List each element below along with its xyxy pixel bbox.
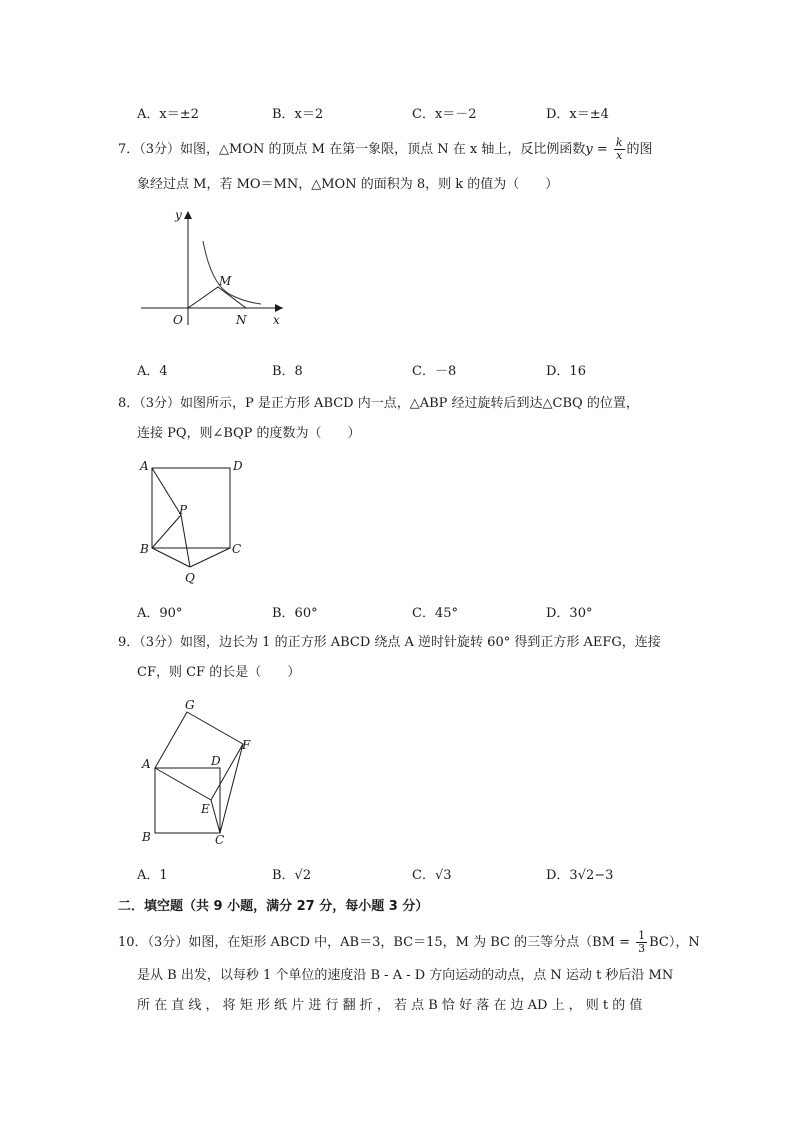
q8-square-abcd — [152, 468, 230, 548]
q10-fraction-one-third — [636, 930, 647, 955]
q7-func-denominator: x — [616, 149, 623, 162]
q8-stem-line2: 连接 PQ，则∠BQP 的度数为（ ） — [137, 426, 361, 441]
q9-option-a: A．1 — [137, 868, 168, 883]
q7-label-m: M — [219, 274, 232, 288]
q7-option-c: C．－8 — [412, 364, 457, 379]
q8-label-p: P — [179, 503, 188, 517]
q10-stem-line3: 所 在 直 线 ， 将 矩 形 纸 片 进 行 翻 折 ， 若 点 B 恰 好 落 在 边 AD 上 ， 则 t 的 值 — [137, 998, 643, 1013]
q9-label-d: D — [211, 754, 221, 768]
q7-func-fraction — [614, 137, 625, 162]
q8-segment-ap — [152, 468, 181, 515]
q9-square-abcd — [155, 768, 220, 833]
q8-label-a: A — [140, 459, 149, 473]
q6-option-c: C．x＝－2 — [412, 107, 477, 122]
q8-figure — [135, 455, 265, 590]
q8-segment-cq — [190, 548, 230, 567]
q8-segment-bp — [152, 515, 181, 548]
q7-option-a: A．4 — [137, 364, 168, 379]
q9-segment-cf — [220, 744, 243, 833]
q7-stem-text-end: 的图 — [626, 142, 653, 157]
q8-label-d: D — [233, 459, 243, 473]
q6-option-a: A．x＝±2 — [137, 107, 199, 122]
q8-label-c: C — [232, 542, 242, 556]
q8-option-d: D．30° — [546, 606, 593, 621]
q9-option-d: D．3√2−3 — [546, 868, 614, 883]
q8-label-q: Q — [185, 571, 195, 585]
q10-stem-text-end: BC），N — [649, 935, 700, 950]
q9-label-g: G — [185, 698, 195, 712]
q10-frac-denominator: 3 — [638, 942, 646, 955]
q7-option-b: B．8 — [272, 364, 303, 379]
q9-label-b: B — [142, 830, 151, 844]
q9-label-c: C — [215, 833, 225, 847]
q7-stem-line2: 象经过点 M，若 MO＝MN，△MON 的面积为 8，则 k 的值为（ ） — [137, 177, 559, 192]
q9-label-f: F — [242, 738, 251, 752]
q7-label-x: x — [273, 313, 280, 327]
q9-option-c: C．√3 — [412, 868, 452, 883]
q7-func-y: y — [585, 142, 593, 157]
q8-option-a: A．90° — [137, 606, 183, 621]
q8-stem-line1: 8．（3分）如图所示，P 是正方形 ABCD 内一点，△ABP 经过旋转后到达△CBQ 的位置， — [118, 396, 639, 411]
q7-y-arrow — [184, 211, 192, 219]
q9-stem-line2: CF，则 CF 的长是（ ） — [137, 665, 301, 680]
q8-option-b: B．60° — [272, 606, 318, 621]
q10-frac-numerator: 1 — [638, 929, 646, 942]
q9-label-e: E — [201, 802, 210, 816]
section-heading-fill-in: 二．填空题（共 9 小题，满分 27 分，每小题 3 分） — [118, 899, 429, 914]
q7-figure — [135, 203, 295, 333]
q7-stem-text: 7．（3分）如图，△MON 的顶点 M 在第一象限，顶点 N 在 x 轴上，反比例函数 — [118, 142, 586, 157]
q7-label-y: y — [175, 208, 182, 222]
q9-stem-line1: 9．（3分）如图，边长为 1 的正方形 ABCD 绕点 A 逆时针旋转 60° 得到正方形 AEFG，连接 — [118, 635, 661, 650]
q9-figure — [135, 695, 265, 850]
q7-label-o: O — [173, 313, 183, 327]
q10-stem-line2: 是从 B 出发，以每秒 1 个单位的速度沿 B - A - D 方向运动的动点，点 N 运动 t 秒后沿 MN — [137, 968, 674, 983]
q8-segment-bq — [152, 548, 190, 567]
q6-option-d: D．x＝±4 — [546, 107, 609, 122]
q7-func-numerator: k — [615, 136, 623, 149]
q7-x-arrow — [275, 304, 283, 312]
q7-option-d: D．16 — [546, 364, 586, 379]
q8-label-b: B — [140, 542, 149, 556]
q9-label-a: A — [142, 757, 151, 771]
q10-stem-text: 10．（3分）如图，在矩形 ABCD 中，AB＝3，BC＝15，M 为 BC 的三等分点（BM = — [118, 935, 630, 950]
q8-segment-pq — [181, 515, 190, 567]
q7-hyperbola-curve — [203, 241, 261, 304]
q6-option-b: B．x＝2 — [272, 107, 324, 122]
q9-segment-ec — [211, 800, 220, 833]
q8-option-c: C．45° — [412, 606, 458, 621]
q10-stem-line1 — [118, 930, 700, 955]
q7-stem-line1 — [118, 137, 653, 162]
q9-option-b: B．√2 — [272, 868, 312, 883]
q7-func-eq: = — [596, 142, 608, 157]
q7-label-n: N — [236, 313, 247, 327]
q9-square-aefg — [155, 712, 243, 800]
